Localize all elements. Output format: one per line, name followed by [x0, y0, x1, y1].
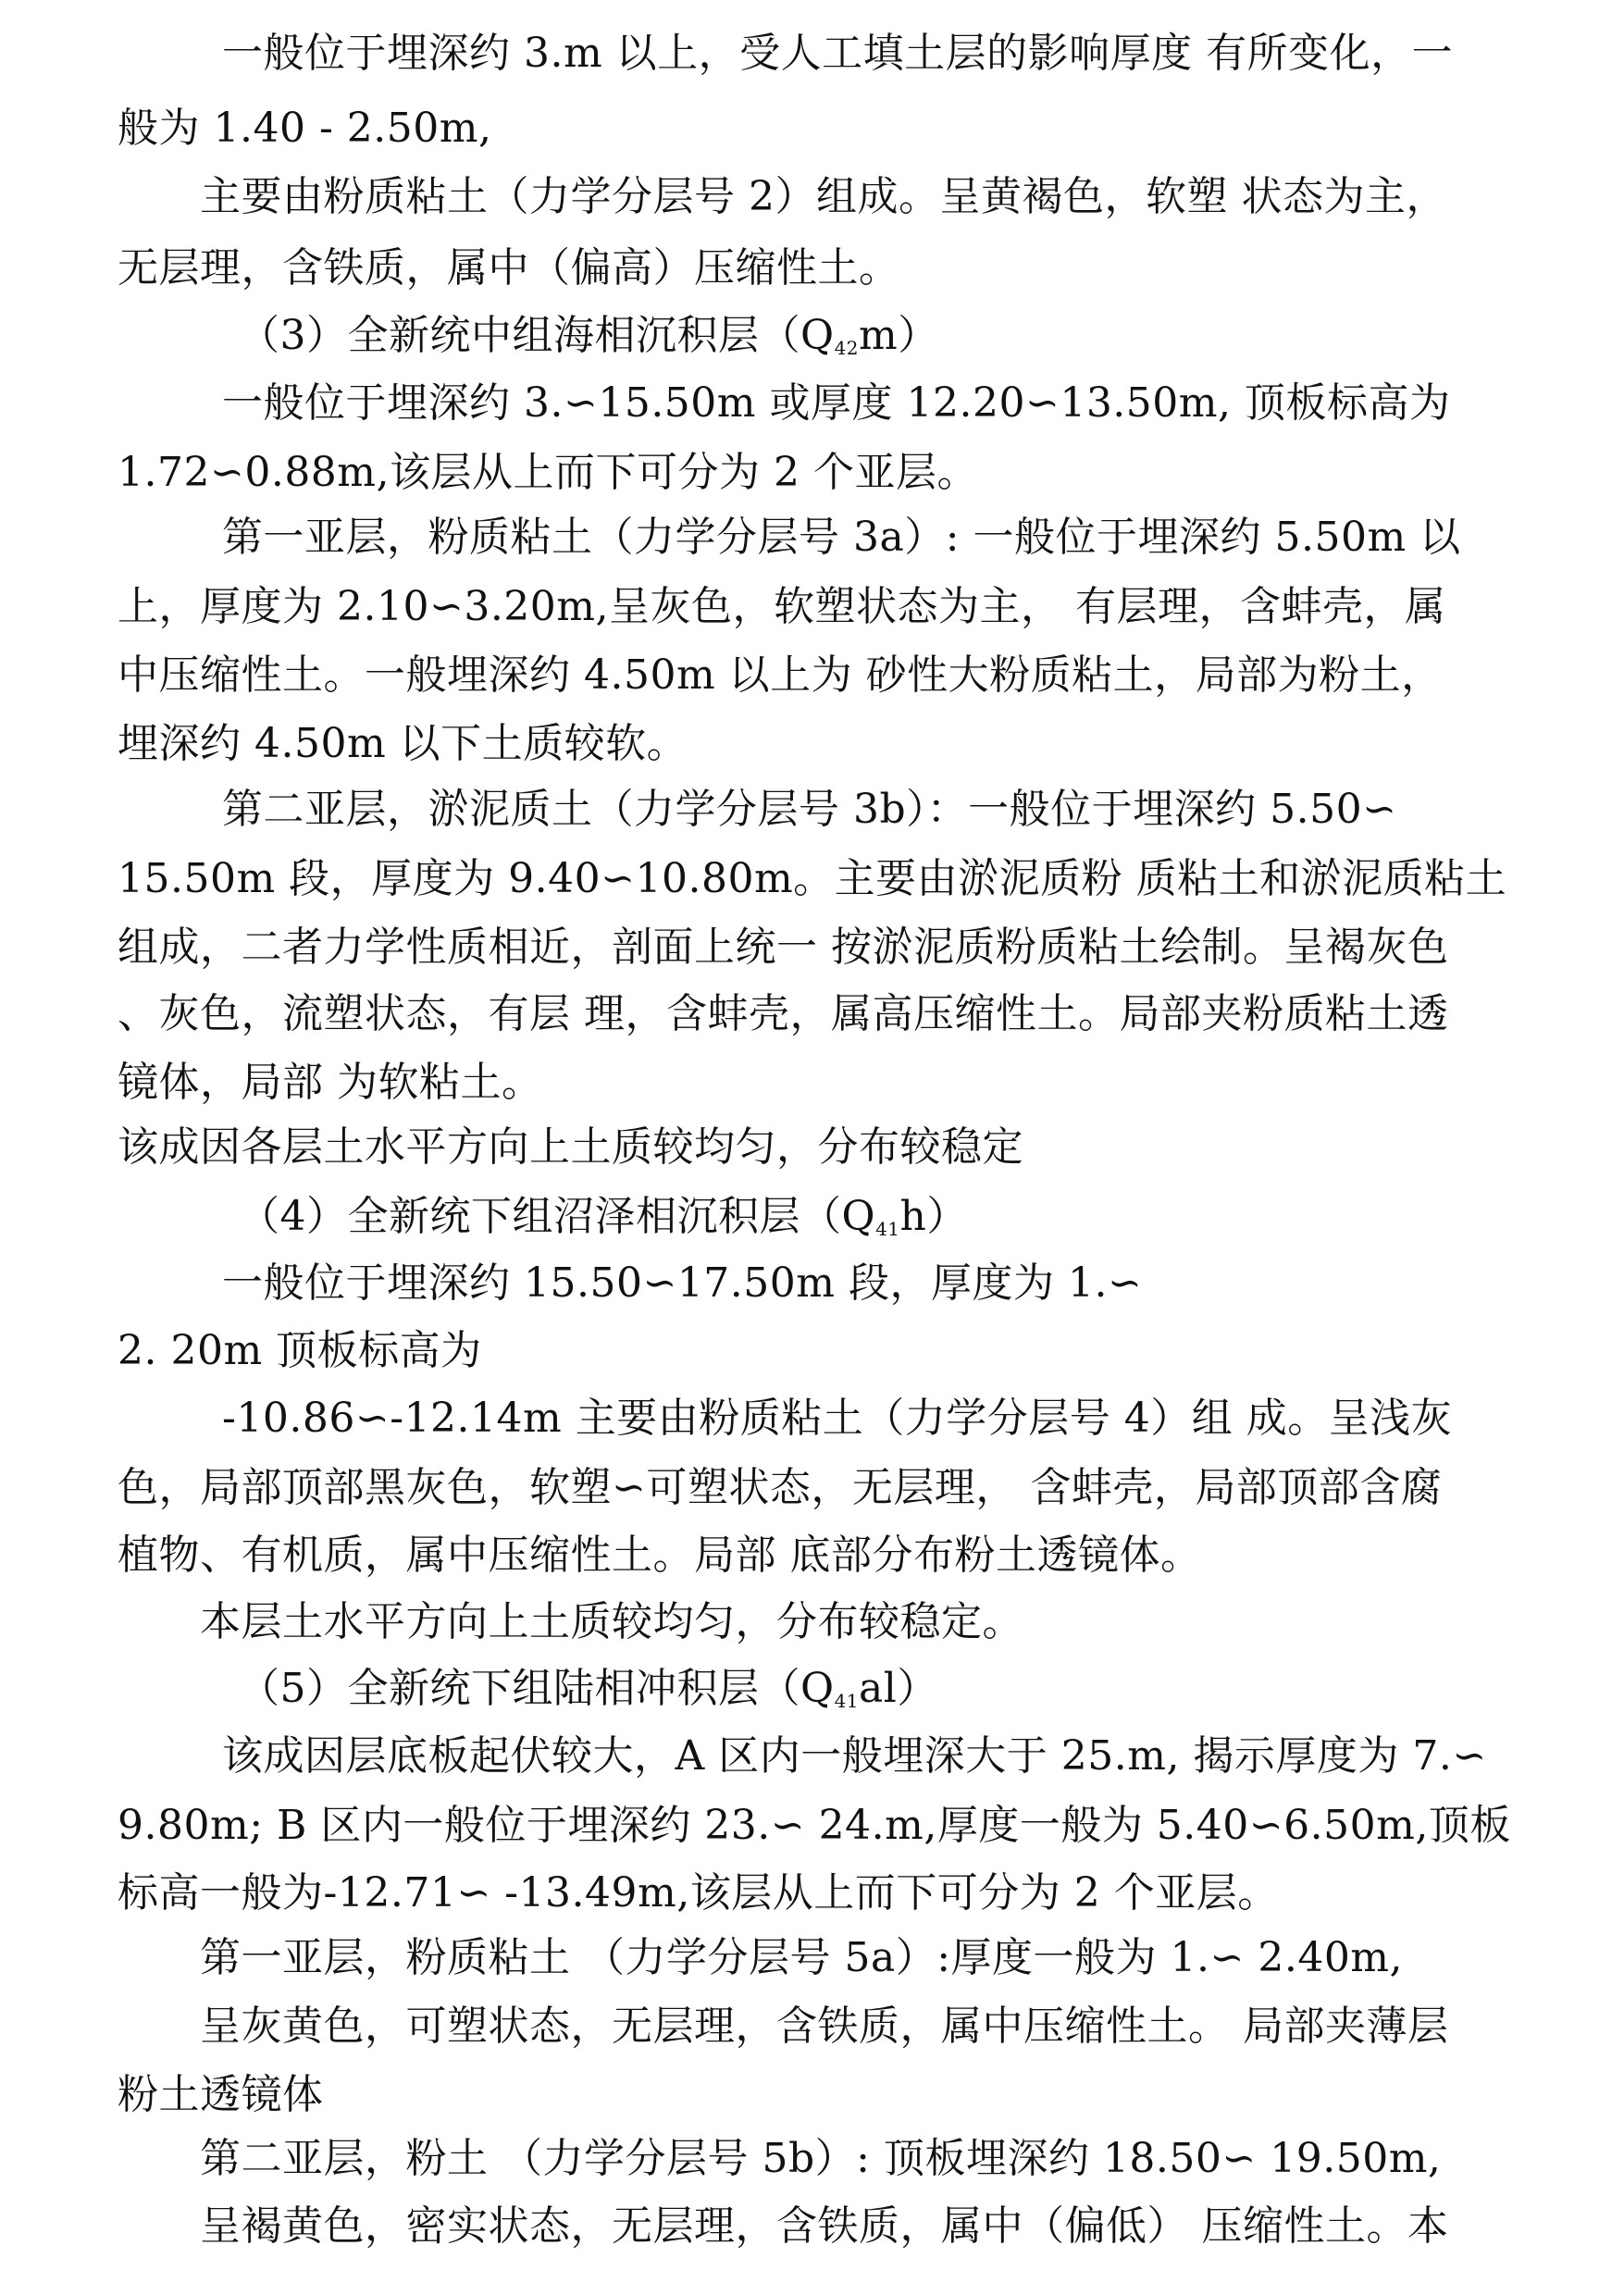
text-line: 本层土水平方向上土质较均匀，分布较稳定。 — [200, 1598, 1023, 1645]
text-line: 呈灰黄色，可塑状态，无层理，含铁质，属中压缩性土。 局部夹薄层 — [200, 2003, 1449, 2050]
text-line: 无层理，含铁质，属中（偏高）压缩性土。 — [118, 244, 900, 292]
text-line: 埋深约 4.50m 以下土质较软。 — [118, 720, 688, 767]
text-line: 组成，二者力学性质相近，剖面上统一 按淤泥质粉质粘土绘制。呈褐灰色 — [118, 924, 1449, 971]
section-heading: （4）全新统下组沼泽相沉积层（Q41h） — [239, 1193, 968, 1240]
text-line: -10.86∽-12.14m 主要由粉质粘土（力学分层号 4）组 成。呈浅灰 — [222, 1395, 1453, 1442]
text-line: 一般位于埋深约 3.∽15.50m 或厚度 12.20∽13.50m, 顶板标高为 — [222, 379, 1451, 427]
text-line: 1.72∽0.88m,该层从上而下可分为 2 个亚层。 — [118, 449, 978, 496]
text-line: 主要由粉质粘土（力学分层号 2）组成。呈黄褐色，软塑 状态为主， — [200, 173, 1447, 220]
section-heading: （3）全新统中组海相沉积层（Q42m） — [239, 312, 939, 359]
text-line: 9.80m; B 区内一般位于埋深约 23.∽ 24.m,厚度一般为 5.40∽6.50m,顶板 — [118, 1802, 1511, 1849]
text-line: 2. 20m 顶板标高为 — [118, 1327, 482, 1374]
text-line: 呈褐黄色，密实状态，无层理，含铁质，属中（偏低） 压缩性土。本 — [200, 2202, 1449, 2250]
text-line: 第一亚层，粉质粘土（力学分层号 3a）: 一般位于埋深约 5.50m 以 — [222, 514, 1461, 561]
text-line: 一般位于埋深约 3.m 以上，受人工填土层的影响厚度 有所变化，一 — [222, 30, 1454, 77]
text-line: 上，厚度为 2.10∽3.20m,呈灰色，软塑状态为主， 有层理，含蚌壳，属 — [118, 583, 1446, 630]
text-line: 第二亚层，粉土 （力学分层号 5b）: 顶板埋深约 18.50∽ 19.50m, — [200, 2135, 1442, 2182]
text-line: 15.50m 段，厚度为 9.40∽10.80m。主要由淤泥质粉 质粘土和淤泥质粘土 — [118, 855, 1507, 902]
text-line: 第一亚层，粉质粘土 （力学分层号 5a）:厚度一般为 1.∽ 2.40m, — [200, 1934, 1404, 1981]
text-line: 色，局部顶部黑灰色，软塑∽可塑状态，无层理， 含蚌壳，局部顶部含腐 — [118, 1464, 1443, 1511]
text-line: 般为 1.40 - 2.50m, — [118, 105, 492, 152]
text-line: 中压缩性土。一般埋深约 4.50m 以上为 砂性大粉质粘土，局部为粉土， — [118, 651, 1443, 699]
text-line: 标高一般为-12.71∽ -13.49m,该层从上而下可分为 2 个亚层。 — [118, 1869, 1279, 1917]
text-line: 第二亚层，淤泥质土（力学分层号 3b）：一般位于埋深约 5.50∽ — [222, 786, 1397, 833]
text-line: 该成因层底板起伏较大，A 区内一般埋深大于 25.m, 揭示厚度为 7.∽ — [222, 1732, 1487, 1780]
text-line: 植物、有机质，属中压缩性土。局部 底部分布粉土透镜体。 — [118, 1532, 1202, 1579]
text-line: 粉土透镜体 — [118, 2071, 324, 2118]
text-line: 该成因各层土水平方向上土质较均匀，分布较稳定 — [118, 1123, 1023, 1171]
section-heading: （5）全新统下组陆相冲积层（Q41al） — [239, 1665, 938, 1712]
text-line: 镜体，局部 为软粘土。 — [118, 1059, 543, 1106]
text-line: 、灰色，流塑状态，有层 理，含蚌壳，属高压缩性土。局部夹粉质粘土透 — [118, 990, 1449, 1037]
text-line: 一般位于埋深约 15.50∽17.50m 段，厚度为 1.∽ — [222, 1259, 1143, 1307]
